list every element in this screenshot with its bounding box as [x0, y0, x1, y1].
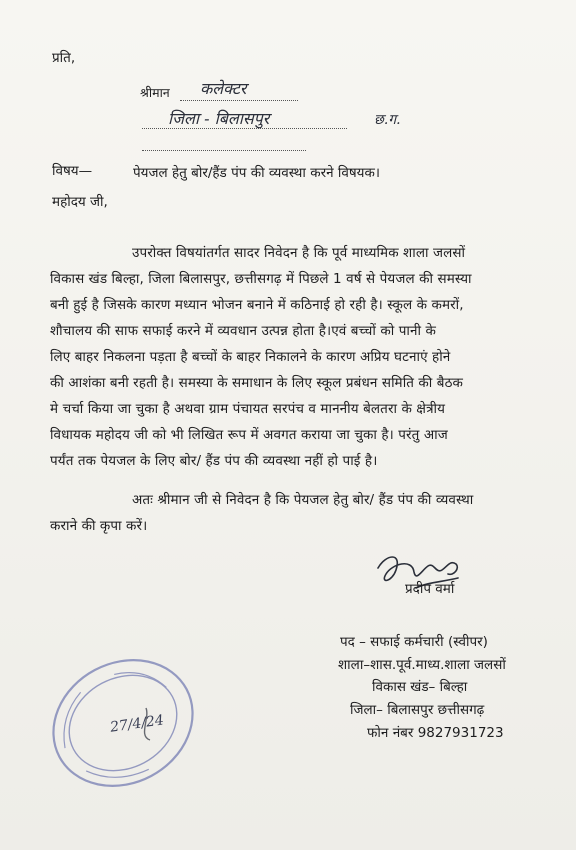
- paragraph-line: विधायक महोदय जी को भी लिखित रूप में अवगत कराया जा चुका है। परंतु आज: [50, 427, 448, 443]
- address-handwritten-2: छ.ग.: [374, 112, 401, 128]
- addressee-handwritten: कलेक्टर: [200, 79, 247, 98]
- paragraph-line: विकास खंड बिल्हा, जिला बिलासपुर, छत्तीसगढ़ में पिछले 1 वर्ष से पेयजल की समस्या: [50, 271, 472, 287]
- paragraph-line: उपरोक्त विषयांतर्गत सादर निवेदन है कि पूर्व माध्यमिक शाला जलसों: [132, 245, 466, 261]
- paragraph-line: कराने की कृपा करें।: [50, 518, 148, 534]
- address-dotted-line-2: [142, 150, 306, 151]
- stamp-date: 27/4/24: [109, 712, 165, 736]
- greeting: महोदय जी,: [52, 194, 108, 210]
- paragraph-line: पर्यंत तक पेयजल के लिए बोर/ हैंड पंप की व्यवस्था नहीं हो पाई है।: [50, 453, 378, 469]
- paragraph-line: की आशंका बनी रहती है। समस्या के समाधान के लिए स्कूल प्रबंधन समिति की बैठक: [50, 375, 463, 391]
- sender-detail-line: शाला–शास.पूर्व.माध्य.शाला जलसों: [338, 657, 506, 673]
- paragraph-line: अतः श्रीमान जी से निवेदन है कि पेयजल हेतु बोर/ हैंड पंप की व्यवस्था: [132, 492, 474, 508]
- subject-text: पेयजल हेतु बोर/हैंड पंप की व्यवस्था करने विषयक।: [133, 165, 380, 181]
- salutation-to: प्रति,: [52, 50, 76, 66]
- paragraph-line: मे चर्चा किया जा चुका है अथवा ग्राम पंचायत सरपंच व माननीय बेलतरा के क्षेत्रीय: [50, 401, 446, 417]
- sender-name: प्रदीप वर्मा: [405, 581, 455, 597]
- address-handwritten-1: जिला - बिलासपुर: [168, 109, 270, 128]
- paragraph-line: बनी हुई है जिसके कारण मध्यान भोजन बनाने में कठिनाई हो रही है। स्कूल के कमरों,: [50, 297, 464, 313]
- addressee-prefix: श्रीमान: [140, 85, 170, 100]
- sender-detail-line: विकास खंड– बिल्हा: [372, 679, 468, 695]
- sender-detail-line: फोन नंबर 9827931723: [367, 725, 504, 741]
- sender-detail-line: पद – सफाई कर्मचारी (स्वीपर): [340, 634, 488, 650]
- sender-detail-line: जिला– बिलासपुर छत्तीसगढ़: [350, 702, 485, 718]
- paragraph-line: शौचालय की साफ सफाई करने में व्यवधान उत्पन्न होता है।एवं बच्चों को पानी के: [50, 323, 436, 339]
- paragraph-line: लिए बाहर निकलना पड़ता है बच्चों के बाहर निकालने के कारण अप्रिय घटनाएं होने: [50, 349, 451, 365]
- subject-label: विषय—: [52, 163, 93, 179]
- addressee-dotted-line: [180, 100, 298, 101]
